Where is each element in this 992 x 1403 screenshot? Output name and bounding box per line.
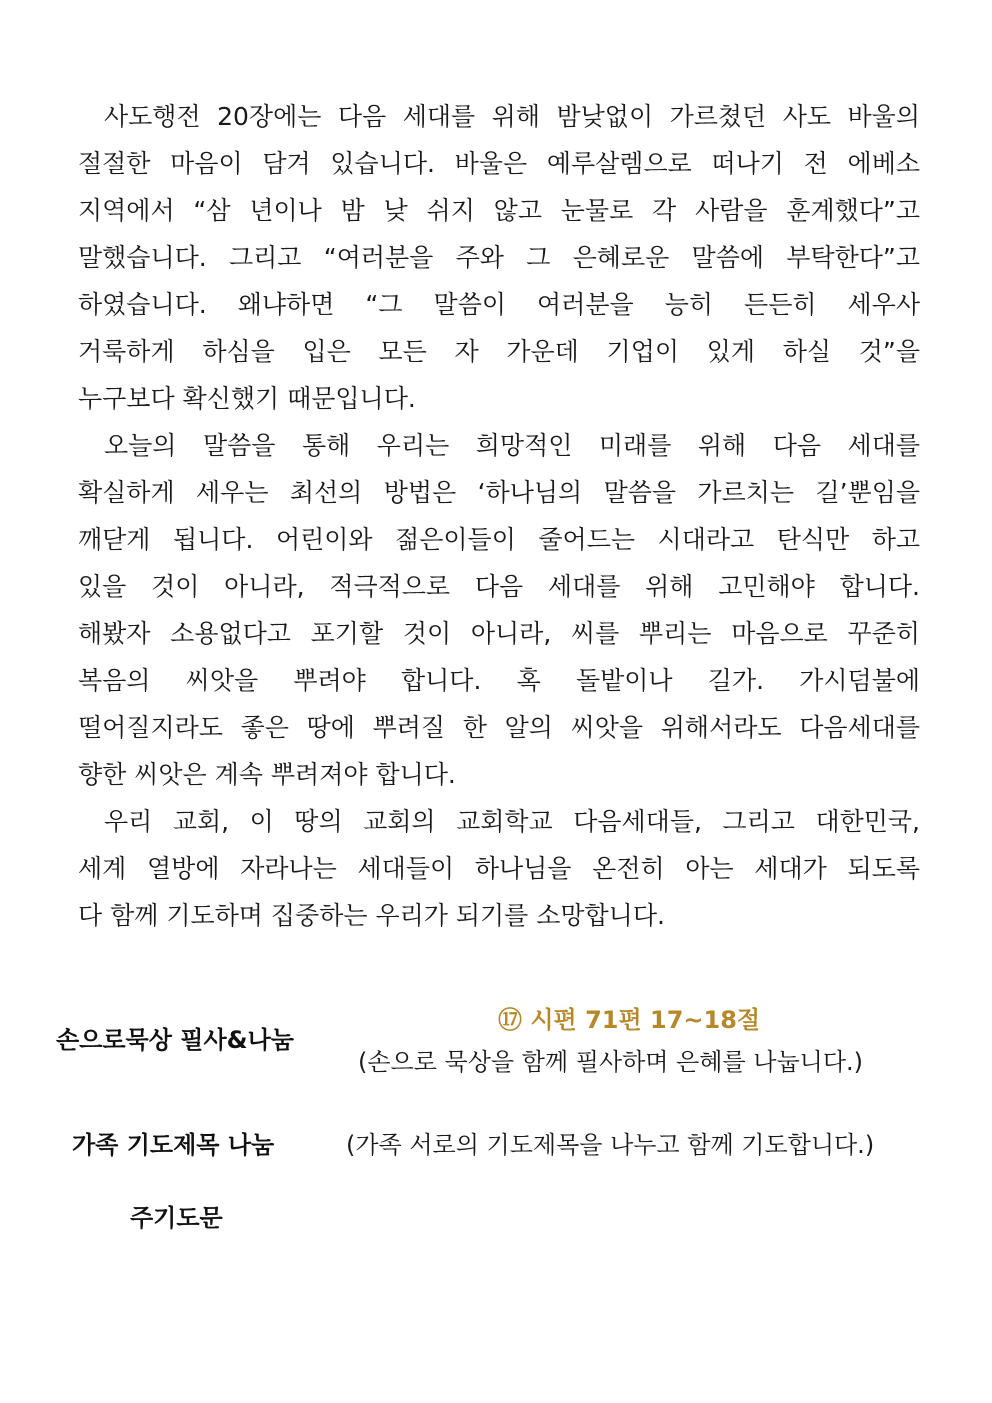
paragraph-2-line-2: 확실하게 세우는 최선의 방법은 ‘하나님의 말씀을 가르치는 길’뿐임을 [78, 478, 920, 507]
paragraph-1-line-1: 사도행전 20장에는 다음 세대를 위해 밤낮없이 가르쳤던 사도 바울의 [104, 102, 920, 131]
paragraph-2-line-6: 복음의 씨앗을 뿌려야 합니다. 혹 돌밭이나 길가. 가시덤불에 [78, 666, 920, 695]
paragraph-2-line-1: 오늘의 말씀을 통해 우리는 희망적인 미래를 위해 다음 세대를 [104, 431, 920, 460]
paragraph-2-line-3: 깨닫게 됩니다. 어린이와 젊은이들이 줄어드는 시대라고 탄식만 하고 [78, 525, 920, 554]
meditation-note: (손으로 묵상을 함께 필사하며 은혜를 나눕니다.) [358, 1048, 863, 1076]
paragraph-1-line-6: 거룩하게 하심을 입은 모든 자 가운데 기업이 있게 하실 것”을 [78, 337, 920, 366]
paragraph-2-line-7: 떨어질지라도 좋은 땅에 뿌려질 한 알의 씨앗을 위해서라도 다음세대를 [78, 713, 920, 742]
meditation-label: 손으로묵상 필사&나눔 [56, 1026, 294, 1054]
paragraph-1-line-7: 누구보다 확신했기 때문입니다. [78, 384, 416, 413]
paragraph-2-line-5: 해봤자 소용없다고 포기할 것이 아니라, 씨를 뿌리는 마음으로 꾸준히 [78, 619, 920, 648]
paragraph-1-line-3: 지역에서 “삼 년이나 밤 낮 쉬지 않고 눈물로 각 사람을 훈계했다”고 [78, 196, 920, 225]
family-prayer-note: (가족 서로의 기도제목을 나누고 함께 기도합니다.) [346, 1131, 875, 1159]
devotional-body [78, 93, 920, 939]
paragraph-3-line-3: 다 함께 기도하며 집중하는 우리가 되기를 소망합니다. [78, 901, 665, 930]
paragraph-3-line-1: 우리 교회, 이 땅의 교회의 교회학교 다음세대들, 그리고 대한민국, [104, 807, 920, 836]
paragraph-2-line-4: 있을 것이 아니라, 적극적으로 다음 세대를 위해 고민해야 합니다. [78, 572, 920, 601]
verse-reference: ⑰ 시편 71편 17~18절 [498, 1006, 761, 1034]
paragraph-3-line-2: 세계 열방에 자라나는 세대들이 하나님을 온전히 아는 세대가 되도록 [78, 854, 920, 883]
paragraph-1-line-5: 하였습니다. 왜냐하면 “그 말씀이 여러분을 능히 든든히 세우사 [78, 290, 920, 319]
paragraph-2-line-8: 향한 씨앗은 계속 뿌려져야 합니다. [78, 760, 456, 789]
paragraph-1-line-2: 절절한 마음이 담겨 있습니다. 바울은 예루살렘으로 떠나기 전 에베소 [78, 149, 920, 178]
lords-prayer-label: 주기도문 [130, 1204, 223, 1232]
paragraph-1-line-4: 말했습니다. 그리고 “여러분을 주와 그 은혜로운 말씀에 부탁한다”고 [78, 243, 920, 272]
family-prayer-label: 가족 기도제목 나눔 [72, 1131, 275, 1159]
